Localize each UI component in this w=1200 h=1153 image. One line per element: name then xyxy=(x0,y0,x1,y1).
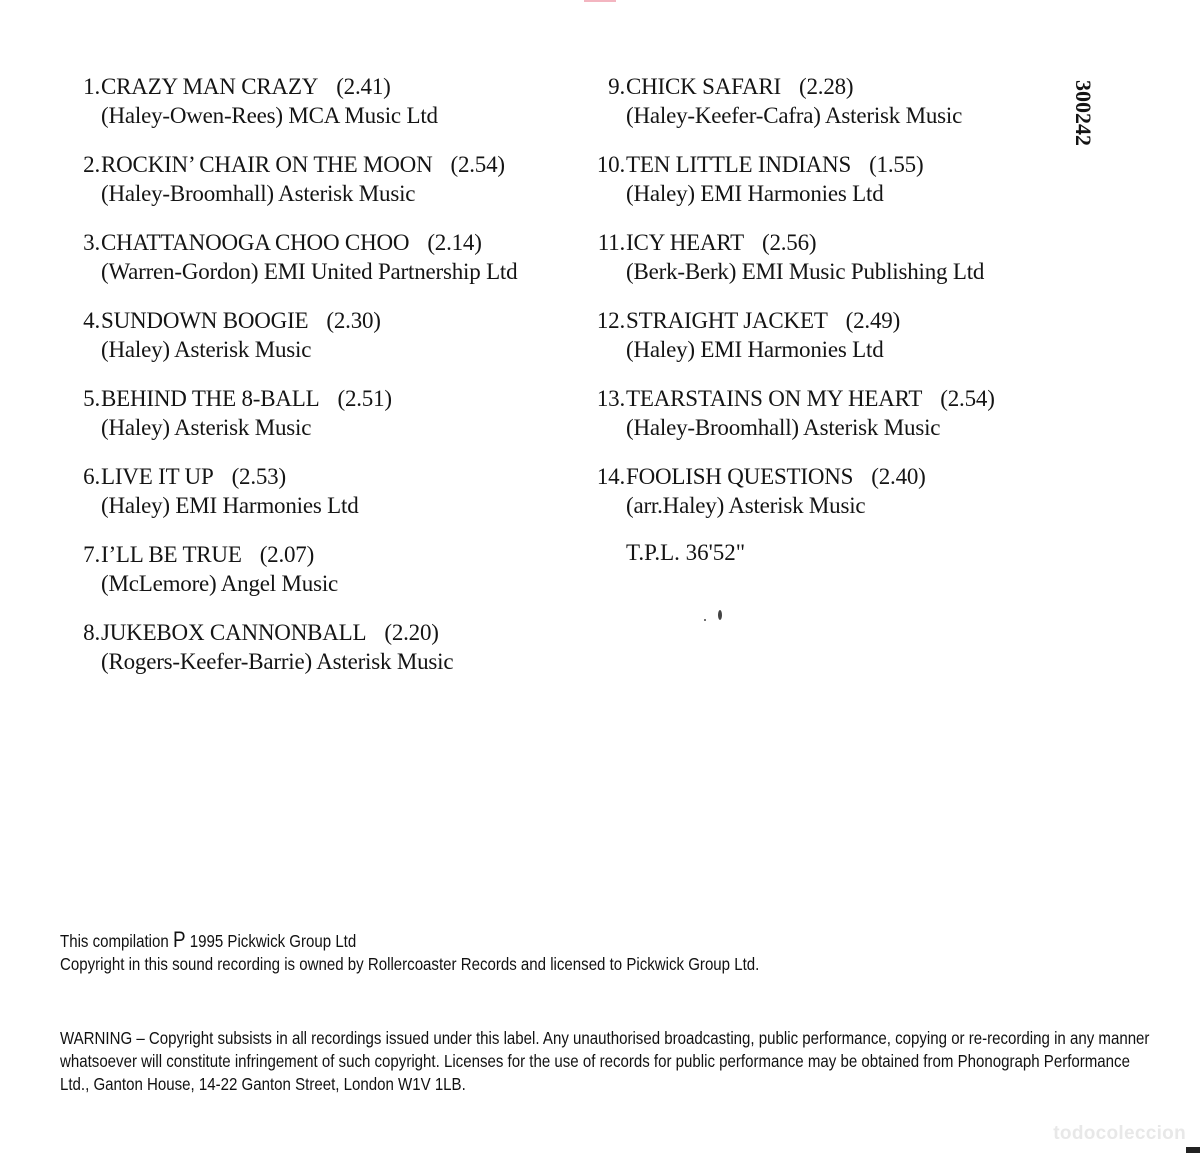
track-duration: (2.56) xyxy=(761,230,817,255)
track-number: 2. xyxy=(83,152,100,177)
track-title-line xyxy=(101,306,560,335)
track-details xyxy=(626,462,1065,520)
track-duration: (2.14) xyxy=(427,230,482,255)
track-duration: (2.20) xyxy=(384,620,439,645)
track-item xyxy=(60,228,560,286)
track-duration: (2.28) xyxy=(799,74,854,99)
track-item xyxy=(60,72,560,130)
track-duration: (1.55) xyxy=(869,152,924,177)
track-title-line xyxy=(101,540,560,569)
track-item xyxy=(60,306,560,364)
track-title-line xyxy=(101,150,560,179)
track-publisher: (McLemore) Angel Music xyxy=(101,571,339,596)
track-item xyxy=(60,540,560,598)
track-title: TEARSTAINS ON MY HEART xyxy=(626,386,923,411)
track-title: ICY HEART xyxy=(626,230,744,255)
track-item xyxy=(60,618,560,676)
track-title-line xyxy=(626,150,1065,179)
track-title-line xyxy=(626,462,1065,491)
track-title-line xyxy=(101,72,560,101)
track-details xyxy=(101,228,560,286)
watermark-logo: todocoleccion xyxy=(1053,1123,1186,1144)
track-publisher: (Haley) Asterisk Music xyxy=(101,337,312,362)
track-duration: (2.30) xyxy=(326,308,381,333)
track-title: ROCKIN’ CHAIR ON THE MOON xyxy=(101,152,433,177)
compilation-prefix: This compilation xyxy=(60,931,169,951)
track-title: CHICK SAFARI xyxy=(626,74,782,99)
track-number: 3. xyxy=(83,230,100,255)
track-number: 9. xyxy=(608,74,625,99)
track-title: CRAZY MAN CRAZY xyxy=(101,74,319,99)
compilation-suffix: 1995 Pickwick Group Ltd xyxy=(189,931,357,951)
track-item xyxy=(585,150,1065,208)
track-duration: (2.54) xyxy=(450,152,505,177)
track-title: BEHIND THE 8-BALL xyxy=(101,386,320,411)
track-publisher: (Haley) EMI Harmonies Ltd xyxy=(101,493,359,518)
track-publisher: (arr.Haley) Asterisk Music xyxy=(626,493,866,518)
track-publisher: (Haley-Broomhall) Asterisk Music xyxy=(626,415,941,440)
track-item xyxy=(60,150,560,208)
track-publisher: (Haley) EMI Harmonies Ltd xyxy=(626,181,884,206)
track-details xyxy=(101,384,560,442)
track-item xyxy=(585,228,1065,286)
track-number: 13. xyxy=(596,386,625,411)
track-details xyxy=(101,306,560,364)
catalogue-number: 300242 xyxy=(1071,80,1096,146)
phonogram-mark: P xyxy=(172,927,186,952)
track-title-line xyxy=(626,72,1065,101)
print-speck xyxy=(704,619,706,621)
track-publisher: (Rogers-Keefer-Barrie) Asterisk Music xyxy=(101,649,454,674)
track-publisher: (Warren-Gordon) EMI United Partnership Ltd xyxy=(101,259,518,284)
track-title-line xyxy=(101,384,560,413)
track-title: STRAIGHT JACKET xyxy=(626,308,828,333)
tracklist-right-column xyxy=(585,72,1065,540)
track-item xyxy=(585,72,1065,130)
track-details xyxy=(626,306,1065,364)
track-number: 1. xyxy=(83,74,100,99)
track-title: JUKEBOX CANNONBALL xyxy=(101,620,367,645)
track-details xyxy=(626,384,1065,442)
track-title: TEN LITTLE INDIANS xyxy=(626,152,852,177)
edge-bar xyxy=(1186,1147,1200,1153)
track-title-line xyxy=(101,228,560,257)
track-publisher: (Haley-Owen-Rees) MCA Music Ltd xyxy=(101,103,438,128)
track-details xyxy=(626,72,1065,130)
track-title: FOOLISH QUESTIONS xyxy=(626,464,854,489)
track-details xyxy=(101,618,560,676)
track-publisher: (Haley-Keefer-Cafra) Asterisk Music xyxy=(626,103,963,128)
track-item xyxy=(60,462,560,520)
track-publisher: (Berk-Berk) EMI Music Publishing Ltd xyxy=(626,259,985,284)
copyright-warning: WARNING – Copyright subsists in all recordings issued under this label. Any unauthorised broadcasting, public performance, copying or re-recording in any manner whatsoever will constitute infringement of such copyright. Licenses for the use of records for public performance may be obtained from Phonograph Performance Ltd., Ganton House, 14-22 Ganton Street, London W1V 1LB. xyxy=(60,1028,1150,1094)
compilation-line xyxy=(60,928,1152,953)
track-details xyxy=(101,540,560,598)
track-title-line xyxy=(101,462,560,491)
track-number: 14. xyxy=(596,464,625,489)
track-details xyxy=(101,72,560,130)
track-publisher: (Haley) Asterisk Music xyxy=(101,415,312,440)
total-playing-length: T.P.L. 36'52" xyxy=(626,540,746,565)
track-title: I’LL BE TRUE xyxy=(101,542,242,567)
track-details xyxy=(101,150,560,208)
track-number: 4. xyxy=(83,308,100,333)
track-title: CHATTANOOGA CHOO CHOO xyxy=(101,230,410,255)
track-number: 11. xyxy=(597,230,625,255)
track-duration: (2.53) xyxy=(231,464,286,489)
track-duration: (2.51) xyxy=(337,386,392,411)
track-duration: (2.54) xyxy=(940,386,995,411)
track-item xyxy=(585,462,1065,520)
track-title-line xyxy=(101,618,560,647)
track-title: SUNDOWN BOOGIE xyxy=(101,308,309,333)
track-duration: (2.41) xyxy=(336,74,391,99)
print-speck xyxy=(718,610,722,620)
track-item xyxy=(60,384,560,442)
track-title-line xyxy=(626,384,1065,413)
copyright-line: Copyright in this sound recording is owned by Rollercoaster Records and licensed to Pickwick Group Ltd. xyxy=(60,954,760,974)
track-number: 6. xyxy=(83,464,100,489)
top-edge-mark xyxy=(584,0,616,2)
track-details xyxy=(626,228,1065,286)
track-title-line xyxy=(626,228,1065,257)
track-publisher: (Haley-Broomhall) Asterisk Music xyxy=(101,181,416,206)
track-publisher: (Haley) EMI Harmonies Ltd xyxy=(626,337,884,362)
track-item xyxy=(585,306,1065,364)
tracklist-left-column xyxy=(60,72,560,696)
track-duration: (2.49) xyxy=(845,308,901,333)
track-duration: (2.40) xyxy=(871,464,926,489)
track-title: LIVE IT UP xyxy=(101,464,214,489)
track-number: 7. xyxy=(83,542,100,567)
track-duration: (2.07) xyxy=(259,542,315,567)
track-number: 8. xyxy=(83,620,100,645)
track-number: 12. xyxy=(596,308,625,333)
track-number: 5. xyxy=(83,386,100,411)
track-details xyxy=(626,150,1065,208)
track-number: 10. xyxy=(596,152,625,177)
track-title-line xyxy=(626,306,1065,335)
track-details xyxy=(101,462,560,520)
track-item xyxy=(585,384,1065,442)
compilation-notice xyxy=(60,928,1152,976)
